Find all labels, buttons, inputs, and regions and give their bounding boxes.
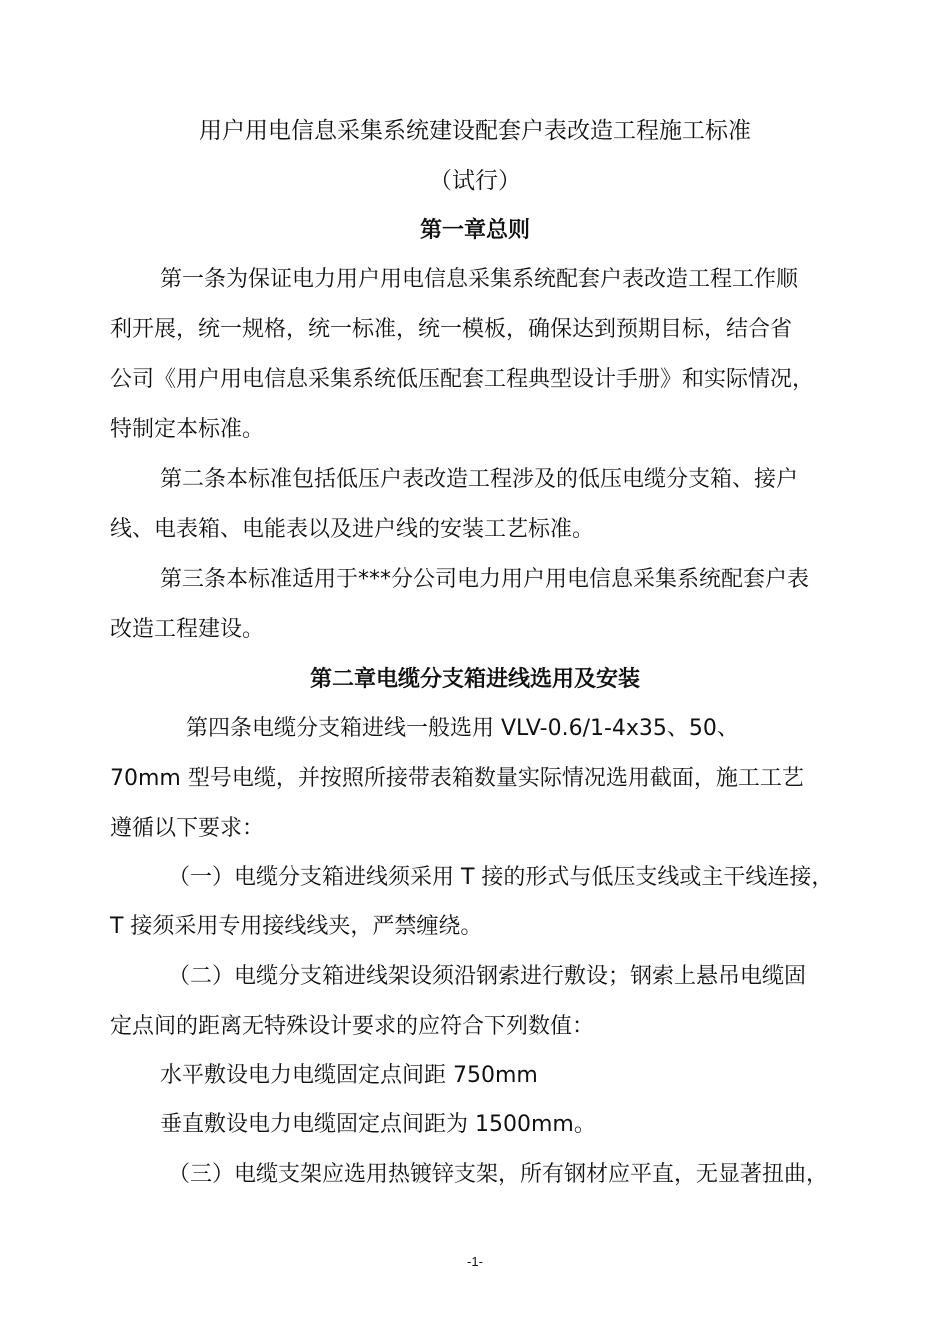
article-3-line-1: 第三条本标准适用于***分公司电力用户用电信息采集系统配套户表 <box>160 567 810 592</box>
spacing-vertical: 垂直敷设电力电缆固定点间距为 1500mm。 <box>160 1112 596 1137</box>
item-1-line-1: （一）电缆分支箱进线须采用 T 接的形式与低压支线或主干线连接， <box>168 865 834 890</box>
article-2-line-1: 第二条本标准包括低压户表改造工程涉及的低压电缆分支箱、接户 <box>160 467 799 492</box>
chapter-2-heading: 第二章电缆分支箱进线选用及安装 <box>309 667 640 692</box>
item-2-line-2: 定点间的距离无特殊设计要求的应符合下列数值： <box>110 1014 595 1039</box>
article-3-line-2: 改造工程建设。 <box>110 617 265 642</box>
item-1-line-2: T 接须采用专用接线线夹，严禁缠绕。 <box>110 914 483 939</box>
document-subtitle: （试行） <box>429 168 521 194</box>
article-1-line-2: 利开展，统一规格，统一标准，统一模板，确保达到预期目标，结合省 <box>110 317 793 342</box>
article-1-line-1: 第一条为保证电力用户用电信息采集系统配套户表改造工程工作顺 <box>160 267 799 292</box>
article-1-line-4: 特制定本标准。 <box>110 417 265 442</box>
item-3-line-1: （三）电缆支架应选用热镀锌支架，所有钢材应平直，无显著扭曲， <box>168 1162 829 1187</box>
document-title: 用户用电信息采集系统建设配套户表改造工程施工标准 <box>199 118 751 144</box>
article-4-line-1: 第四条电缆分支箱进线一般选用 VLV-0.6/1-4x35、50、 <box>186 716 739 741</box>
article-1-line-3: 公司《用户用电信息采集系统低压配套工程典型设计手册》和实际情况， <box>110 367 815 392</box>
chapter-1-heading: 第一章总则 <box>419 218 530 243</box>
article-4-line-2: 70mm 型号电缆，并按照所接带表箱数量实际情况选用截面，施工工艺 <box>110 766 804 791</box>
item-2-line-1: （二）电缆分支箱进线架设须沿钢索进行敷设；钢索上悬吊电缆固 <box>168 964 807 989</box>
article-4-line-3: 遵循以下要求： <box>110 816 265 841</box>
spacing-horizontal: 水平敷设电力电缆固定点间距 750mm <box>160 1063 538 1088</box>
page-number: -1- <box>467 1254 483 1269</box>
article-2-line-2: 线、电表箱、电能表以及进户线的安装工艺标准。 <box>110 517 595 542</box>
